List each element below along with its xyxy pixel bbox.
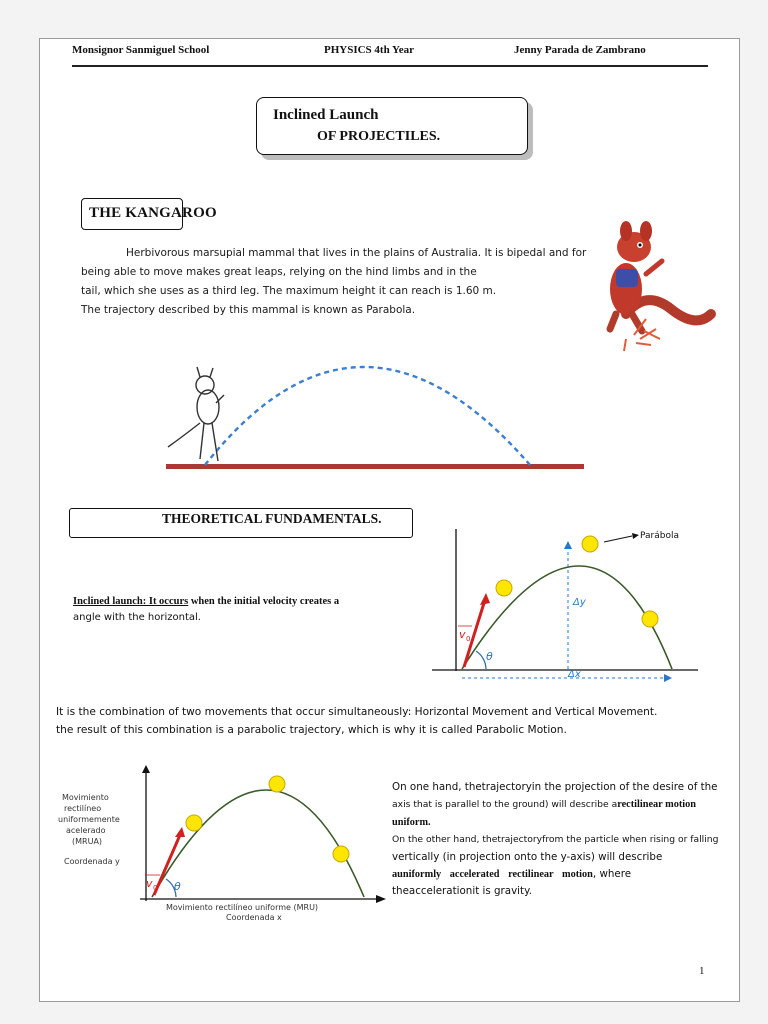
- explanation-text: [392, 779, 742, 901]
- sketch-kangaroo-image: [168, 367, 224, 461]
- title-line-1: Inclined Launch: [273, 107, 379, 123]
- projectile-diagram-2: [54, 763, 394, 953]
- diagram2-y-label-3: uniformemente: [58, 815, 120, 824]
- kangaroo-heading: THE KANGAROO: [89, 205, 217, 221]
- combination-line-1: It is the combination of two movements that occur simultaneously: Horizontal Movement and Vertical Movement.: [56, 706, 658, 718]
- diagram1-ball: [642, 611, 658, 627]
- diagram1-v0-label: v: [459, 628, 466, 641]
- header-subject: PHYSICS 4th Year: [324, 44, 415, 56]
- diagram1-dy-label: Δy: [573, 597, 586, 608]
- cartoon-kangaroo-image: [596, 219, 716, 354]
- page-number: 1: [699, 965, 705, 977]
- explanation-p2-b: vertically (in projection onto the y-axis) will describe: [392, 850, 663, 863]
- explanation-p2-c-rest: , where: [592, 868, 632, 881]
- explanation-p1-b: axis that is parallel to the ground) will describe a: [392, 799, 618, 811]
- diagram1-v0-sub: 0: [466, 635, 471, 643]
- diagram2-x-label: Movimiento rectilíneo uniforme (MRU): [166, 903, 319, 912]
- diagram1-parabola-pointer: [604, 536, 632, 542]
- diagram2-y-label-5: (MRUA): [72, 837, 103, 846]
- diagram1-angle-arc: [476, 651, 486, 669]
- inclined-launch-text: [73, 594, 339, 626]
- diagram2-coord-y: Coordenada y: [64, 857, 120, 866]
- combination-text: [56, 703, 716, 739]
- explanation-p2-d: theaccelerationit is gravity.: [392, 885, 532, 898]
- diagram2-theta-label: θ: [174, 880, 181, 893]
- kangaroo-trajectory-diagram: [160, 319, 600, 479]
- diagram2-ball: [269, 776, 285, 792]
- document-page: [39, 38, 740, 1002]
- kangaroo-line-1: Herbivorous marsupial mammal that lives in the plains of Australia. It is bipedal and for: [126, 247, 587, 259]
- inclined-launch-lead: Inclined launch: It occurs: [73, 596, 189, 607]
- combination-line-2: the result of this combination is a parabolic trajectory, which is why it is called Parabolic Motion.: [56, 724, 567, 736]
- explanation-p2-a: On the other hand, thetrajectoryfrom the particle when rising or falling: [392, 834, 719, 846]
- diagram2-parabola: [152, 790, 364, 897]
- diagram2-coord-x: Coordenada x: [226, 913, 282, 922]
- diagram2-ball: [186, 815, 202, 831]
- parabola-trajectory: [205, 367, 530, 465]
- diagram2-v0-label: v: [146, 877, 153, 890]
- explanation-p1-c: uniform.: [392, 816, 431, 828]
- header-school: Monsignor Sanmiguel School: [72, 44, 210, 56]
- kangaroo-line-4: The trajectory described by this mammal is known as Parabola.: [81, 304, 416, 316]
- title-line-2: OF PROJECTILES.: [317, 129, 441, 144]
- explanation-p1-b-bold: rectilinear motion: [617, 799, 697, 811]
- diagram1-theta-label: θ: [486, 650, 493, 663]
- diagram2-y-label-1: Movimiento: [62, 793, 109, 802]
- diagram2-y-label-4: acelerado: [66, 826, 106, 835]
- diagram1-parabola-label: Parábola: [640, 531, 679, 541]
- kangaroo-line-3: tail, which she uses as a third leg. The maximum height it can reach is 1.60 m.: [81, 285, 497, 297]
- header-author: Jenny Parada de Zambrano: [514, 44, 646, 56]
- diagram1-ball: [582, 536, 598, 552]
- diagram2-ball: [333, 846, 349, 862]
- diagram2-v0-sub: 0: [153, 884, 158, 892]
- projectile-diagram-1: [428, 523, 703, 683]
- diagram1-parabola: [462, 566, 672, 669]
- diagram2-y-label-2: rectilíneo: [64, 804, 102, 813]
- title-box: [256, 97, 528, 155]
- explanation-p2-c-bold: auniformly accelerated rectilinear motion: [392, 869, 593, 881]
- ground-line: [166, 464, 584, 469]
- inclined-launch-bold: when the initial velocity creates a: [188, 596, 340, 607]
- theory-heading: THEORETICAL FUNDAMENTALS.: [162, 511, 382, 526]
- diagram1-dx-label: Δx: [568, 669, 581, 680]
- explanation-p1-a: On one hand, thetrajectoryin the projection of the desire of the: [392, 781, 718, 793]
- inclined-launch-line-2: angle with the horizontal.: [73, 612, 201, 623]
- header-rule: [72, 65, 708, 67]
- diagram1-ball: [496, 580, 512, 596]
- kangaroo-line-2: being able to move makes great leaps, relying on the hind limbs and in the: [81, 266, 477, 278]
